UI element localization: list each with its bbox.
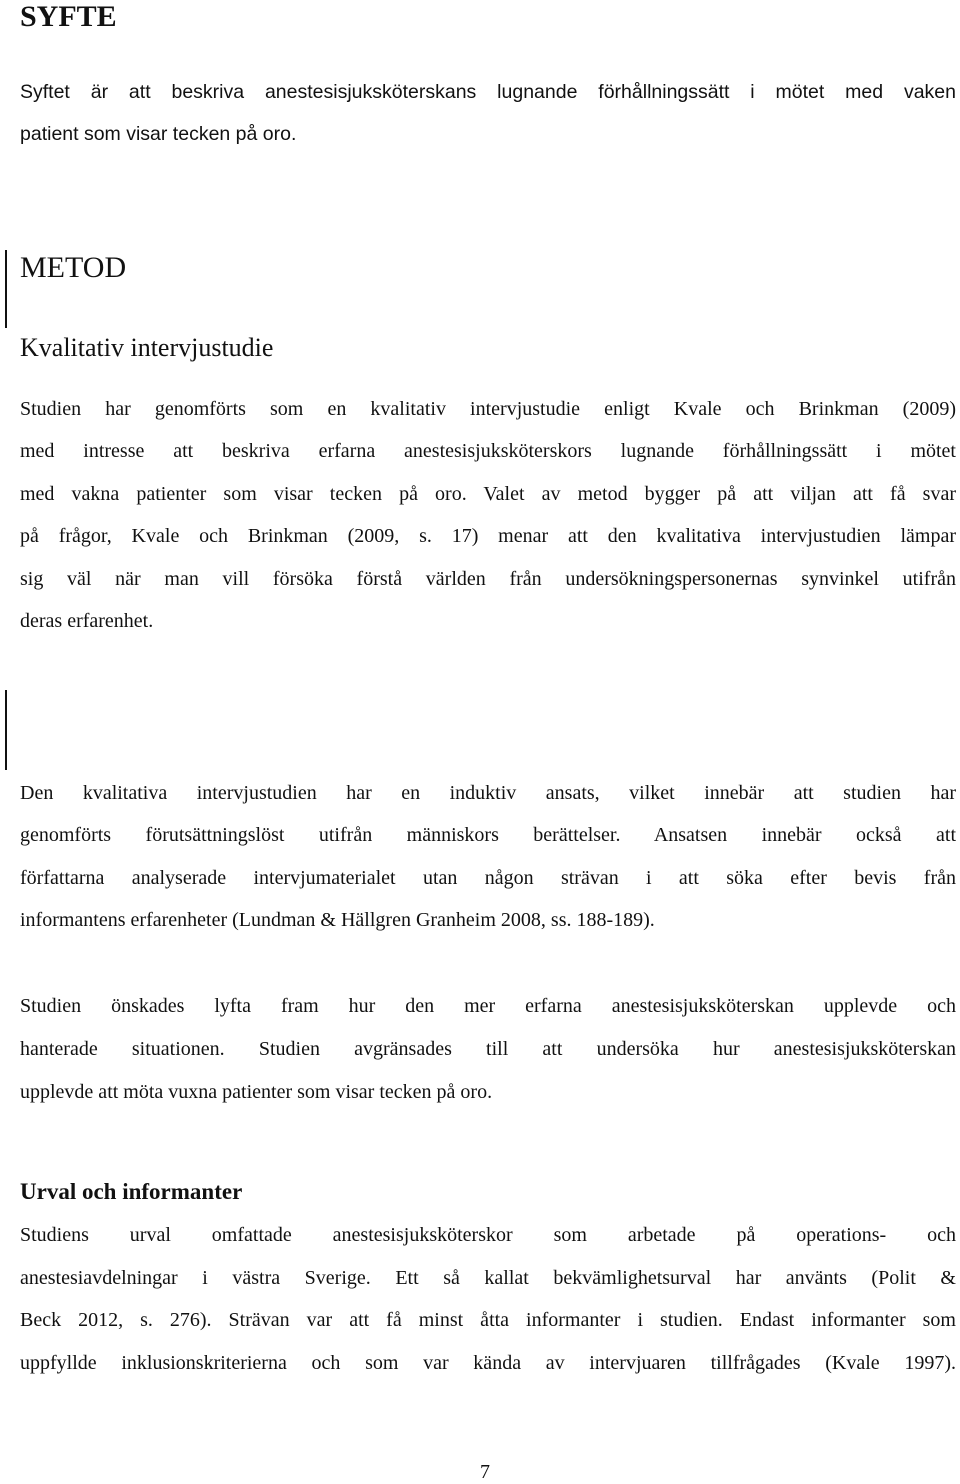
paragraph-line: med intresse att beskriva erfarna anestesisjuksköterskors lugnande förhållningssätt i mötet — [20, 440, 956, 462]
paragraph-line: genomförts förutsättningslöst utifrån människors berättelser. Ansatsen innebär också att — [20, 824, 956, 846]
syfte-line: Syftet är att beskriva anestesisjuksköterskans lugnande förhållningssätt i mötet med vaken — [20, 81, 956, 103]
subheading-urval-och-informanter: Urval och informanter — [20, 1179, 243, 1204]
paragraph-line: författarna analyserade intervjumaterialet utan någon strävan i att söka efter bevis från — [20, 867, 956, 889]
heading-syfte: SYFTE — [20, 0, 117, 33]
paragraph-line: Studien har genomförts som en kvalitativ intervjustudie enligt Kvale och Brinkman (2009) — [20, 398, 956, 420]
paragraph-line: deras erfarenhet. — [20, 610, 154, 632]
paragraph-line: hanterade situationen. Studien avgränsades till att undersöka hur anestesisjuksköterskan — [20, 1038, 956, 1060]
paragraph-line: på frågor, Kvale och Brinkman (2009, s. 17) menar att den kvalitativa intervjustudien lämpar — [20, 525, 956, 547]
revision-bar — [5, 690, 7, 770]
paragraph-line: Beck 2012, s. 276). Strävan var att få minst åtta informanter i studien. Endast informanter som — [20, 1309, 956, 1331]
paragraph-line: sig väl när man vill försöka förstå världen från undersökningspersonernas synvinkel utifrån — [20, 568, 956, 590]
revision-bar — [5, 250, 7, 328]
subheading-kvalitativ-intervjustudie: Kvalitativ intervjustudie — [20, 333, 274, 362]
paragraph-line: uppfyllde inklusionskriterierna och som var kända av intervjuaren tillfrågades (Kvale 1997). — [20, 1352, 956, 1374]
paragraph-line: upplevde att möta vuxna patienter som visar tecken på oro. — [20, 1081, 493, 1103]
paragraph-line: Den kvalitativa intervjustudien har en induktiv ansats, vilket innebär att studien har — [20, 782, 956, 804]
paragraph-line: informantens erfarenheter (Lundman & Hällgren Granheim 2008, ss. 188-189). — [20, 909, 655, 931]
heading-metod: METOD — [20, 251, 127, 284]
paragraph-line: med vakna patienter som visar tecken på oro. Valet av metod bygger på att viljan att få svar — [20, 483, 956, 505]
page-number: 7 — [480, 1461, 490, 1483]
paragraph-line: Studiens urval omfattade anestesisjuksköterskor som arbetade på operations- och — [20, 1224, 956, 1246]
paragraph-line: anestesiavdelningar i västra Sverige. Ett så kallat bekvämlighetsurval har använts (Polit & — [20, 1267, 956, 1289]
paragraph-line: Studien önskades lyfta fram hur den mer erfarna anestesisjuksköterskan upplevde och — [20, 995, 956, 1017]
syfte-line: patient som visar tecken på oro. — [20, 123, 297, 145]
